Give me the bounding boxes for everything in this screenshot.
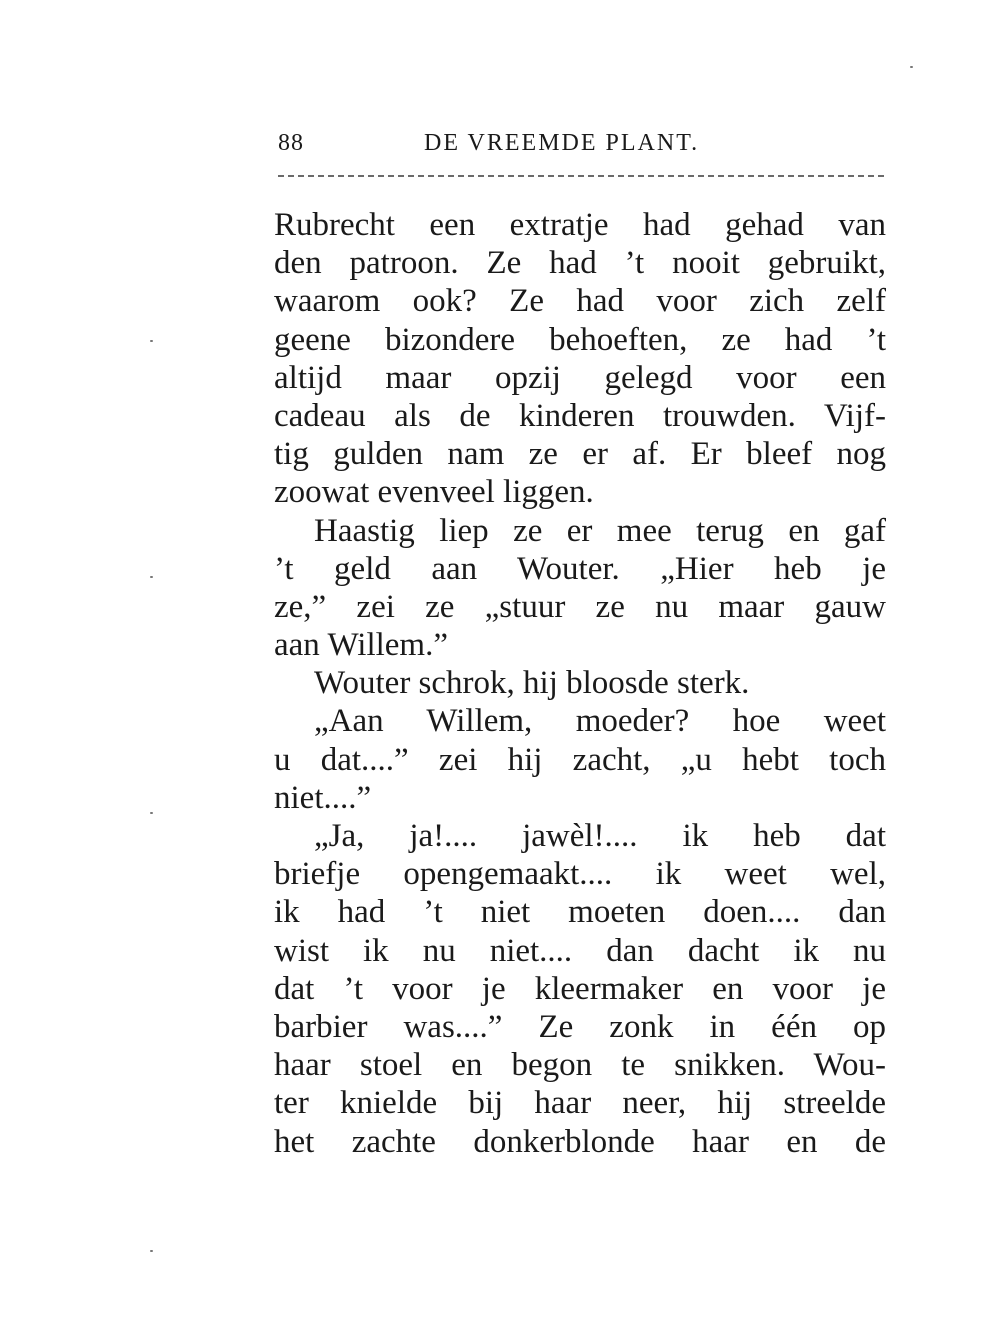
scan-speck bbox=[150, 812, 153, 814]
running-title: DE VREEMDE PLANT. bbox=[424, 130, 700, 156]
text-line: „Ja, ja!.... jawèl!.... ik heb dat bbox=[314, 818, 886, 854]
header-rule bbox=[278, 175, 884, 177]
scan-speck bbox=[150, 340, 153, 342]
text-line: haar stoel en begon te snikken. Wou- bbox=[274, 1047, 886, 1084]
text-line: geene bizondere behoeften, ze had ’t bbox=[274, 321, 886, 358]
text-line: aan Willem.” bbox=[274, 627, 448, 664]
text-line: ze,” zei ze „stuur ze nu maar gauw bbox=[274, 588, 886, 625]
text-line: Rubrecht een extratje had gehad van bbox=[274, 207, 886, 243]
text-line: dat ’t voor je kleermaker en voor je bbox=[274, 970, 886, 1007]
text-line: tig gulden nam ze er af. Er bleef nog bbox=[274, 436, 886, 473]
text-line: het zachte donkerblonde haar en de bbox=[274, 1123, 886, 1160]
text-line: cadeau als de kinderen trouwden. Vijf- bbox=[274, 397, 886, 434]
text-line: den patroon. Ze had ’t nooit gebruikt, bbox=[274, 245, 886, 282]
text-line: zoowat evenveel liggen. bbox=[274, 474, 594, 511]
text-line: Haastig liep ze er mee terug en gaf bbox=[314, 512, 886, 549]
body-text bbox=[274, 206, 886, 1161]
page-number: 88 bbox=[278, 130, 304, 156]
page-header bbox=[278, 128, 882, 164]
text-line: ik had ’t niet moeten doen.... dan bbox=[274, 894, 886, 931]
text-line: Wouter schrok, hij bloosde sterk. bbox=[314, 665, 750, 702]
text-line: ’t geld aan Wouter. „Hier heb je bbox=[274, 550, 886, 587]
text-line: briefje opengemaakt.... ik weet wel, bbox=[274, 856, 886, 893]
text-line: wist ik nu niet.... dan dacht ik nu bbox=[274, 932, 886, 969]
scan-speck bbox=[150, 1250, 153, 1252]
text-line: waarom ook? Ze had voor zich zelf bbox=[274, 283, 886, 320]
scan-speck bbox=[150, 576, 153, 578]
text-line: ter knielde bij haar neer, hij streelde bbox=[274, 1085, 886, 1122]
text-line: u dat....” zei hij zacht, „u hebt toch bbox=[274, 741, 886, 778]
scan-speck bbox=[910, 66, 913, 68]
text-line: altijd maar opzij gelegd voor een bbox=[274, 359, 886, 396]
text-line: barbier was....” Ze zonk in één op bbox=[274, 1008, 886, 1045]
text-line: niet....” bbox=[274, 779, 372, 816]
text-line: „Aan Willem, moeder? hoe weet bbox=[314, 703, 886, 740]
